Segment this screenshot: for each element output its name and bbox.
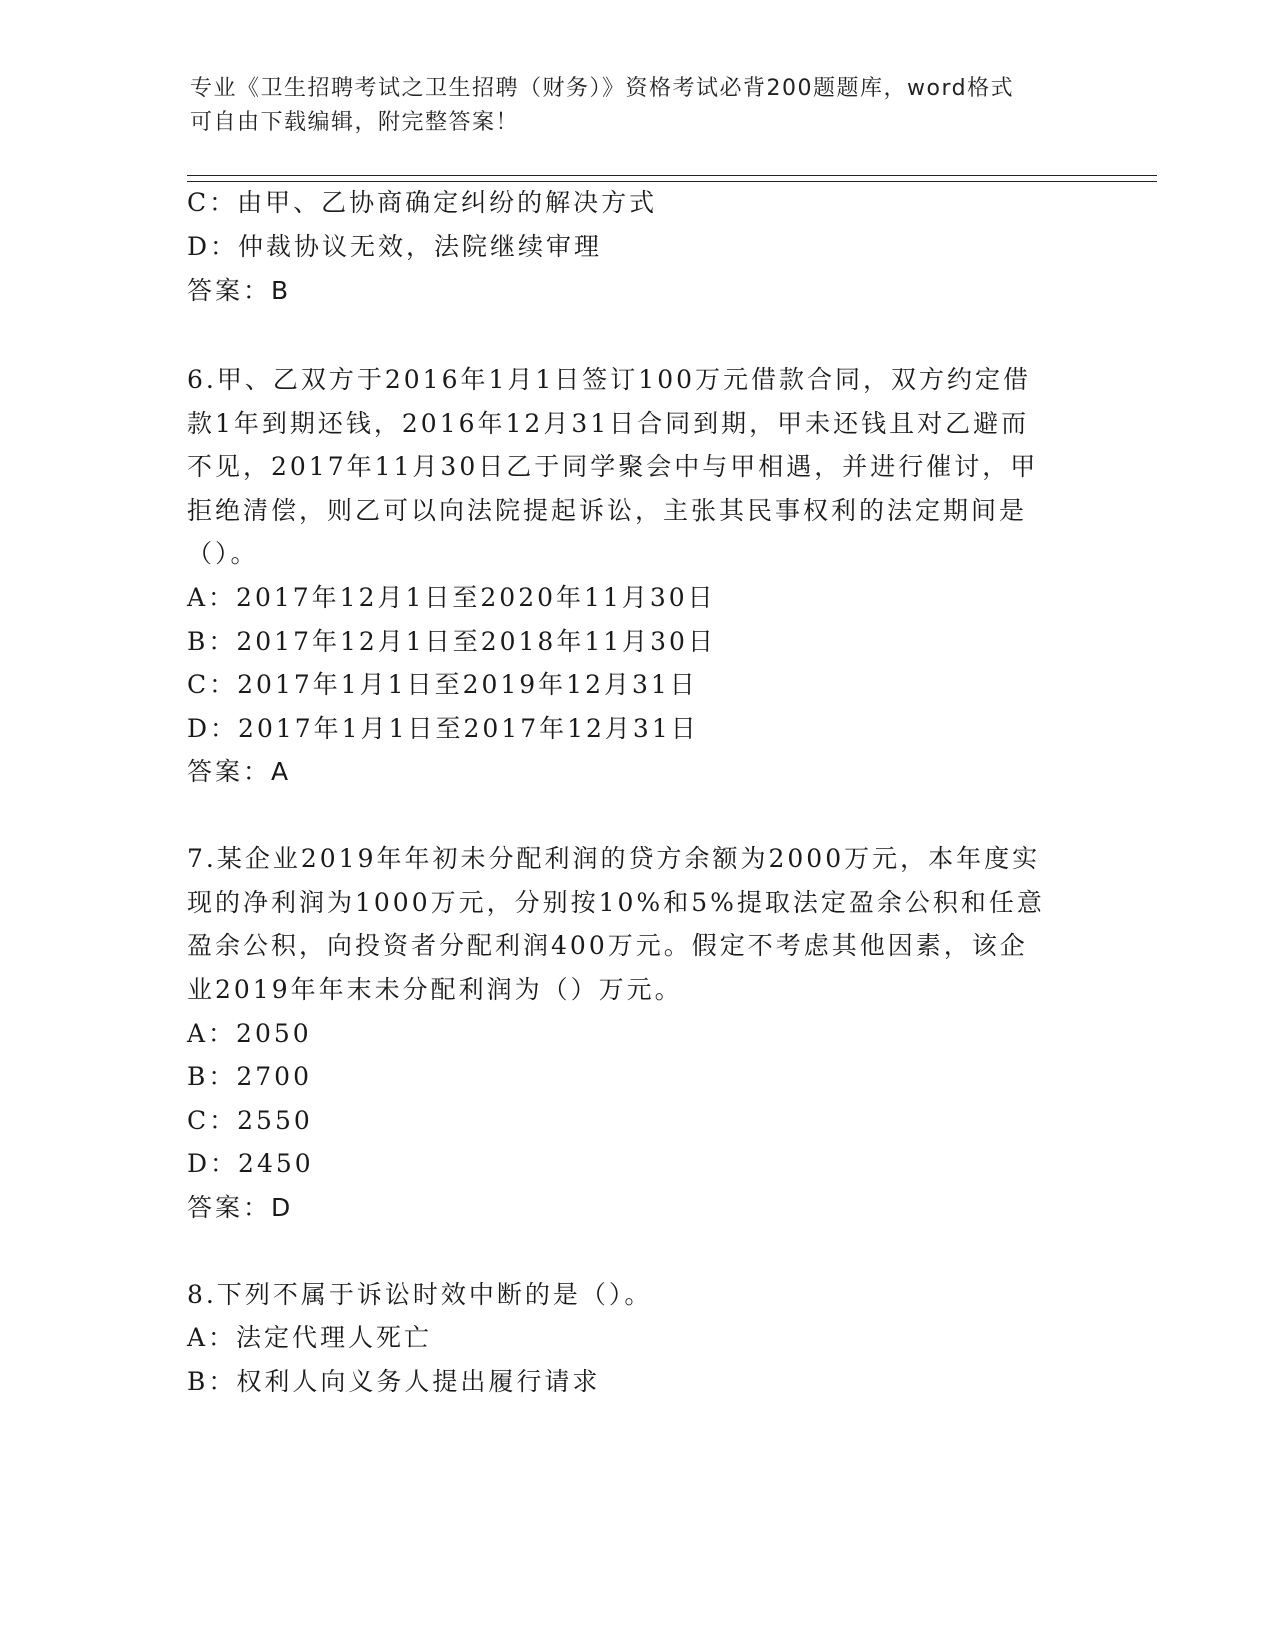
q7-option-b: B：2700 [187,1062,312,1091]
q6-stem-line-3: 不见，2017年11月30日乙于同学聚会中与甲相遇，并进行催讨，甲 [187,452,1039,481]
q7-option-c: C：2550 [187,1106,313,1135]
q7-option-d: D：2450 [187,1149,314,1178]
q5-option-c: C：由甲、乙协商确定纠纷的解决方式 [187,188,658,217]
q7-stem-line-3: 盈余公积，向投资者分配利润400万元。假定不考虑其他因素，该企 [187,931,1028,960]
q6-answer: 答案：A [187,757,292,786]
q6-option-a: A：2017年12月1日至2020年11月30日 [187,583,716,612]
header-rule-top [187,175,1157,176]
q6-stem-line-5: （）。 [187,539,259,568]
q6-option-b: B：2017年12月1日至2018年11月30日 [187,627,716,656]
q6-option-c: C：2017年1月1日至2019年12月31日 [187,670,698,699]
header-line-2: 可自由下载编辑，附完整答案！ [190,110,520,135]
q5-option-d: D：仲裁协议无效，法院继续审理 [187,232,603,261]
q6-stem-line-2: 款1年到期还钱，2016年12月31日合同到期，甲未还钱且对乙避而 [187,409,1030,438]
q7-stem-line-1: 7.某企业2019年年初未分配利润的贷方余额为2000万元，本年度实 [187,844,1041,873]
q7-answer: 答案：D [187,1193,294,1222]
q8-option-a: A：法定代理人死亡 [187,1323,433,1352]
header-line-1: 专业《卫生招聘考试之卫生招聘（财务）》资格考试必背200题题库，word格式 [190,76,1015,101]
q7-option-a: A：2050 [187,1019,312,1048]
q7-stem-line-2: 现的净利润为1000万元，分别按10%和5%提取法定盈余公积和任意 [187,888,1045,917]
q5-answer: 答案：B [187,276,292,305]
q8-stem: 8.下列不属于诉讼时效中断的是（）。 [187,1280,653,1309]
q6-option-d: D：2017年1月1日至2017年12月31日 [187,714,699,743]
q7-stem-line-4: 业2019年年末未分配利润为（）万元。 [187,975,683,1004]
q8-option-b: B：权利人向义务人提出履行请求 [187,1367,601,1396]
document-header [190,72,1070,140]
q6-stem-line-4: 拒绝清偿，则乙可以向法院提起诉讼，主张其民事权利的法定期间是 [187,496,1028,525]
q6-stem-line-1: 6.甲、乙双方于2016年1月1日签订100万元借款合同，双方约定借 [187,365,1032,394]
